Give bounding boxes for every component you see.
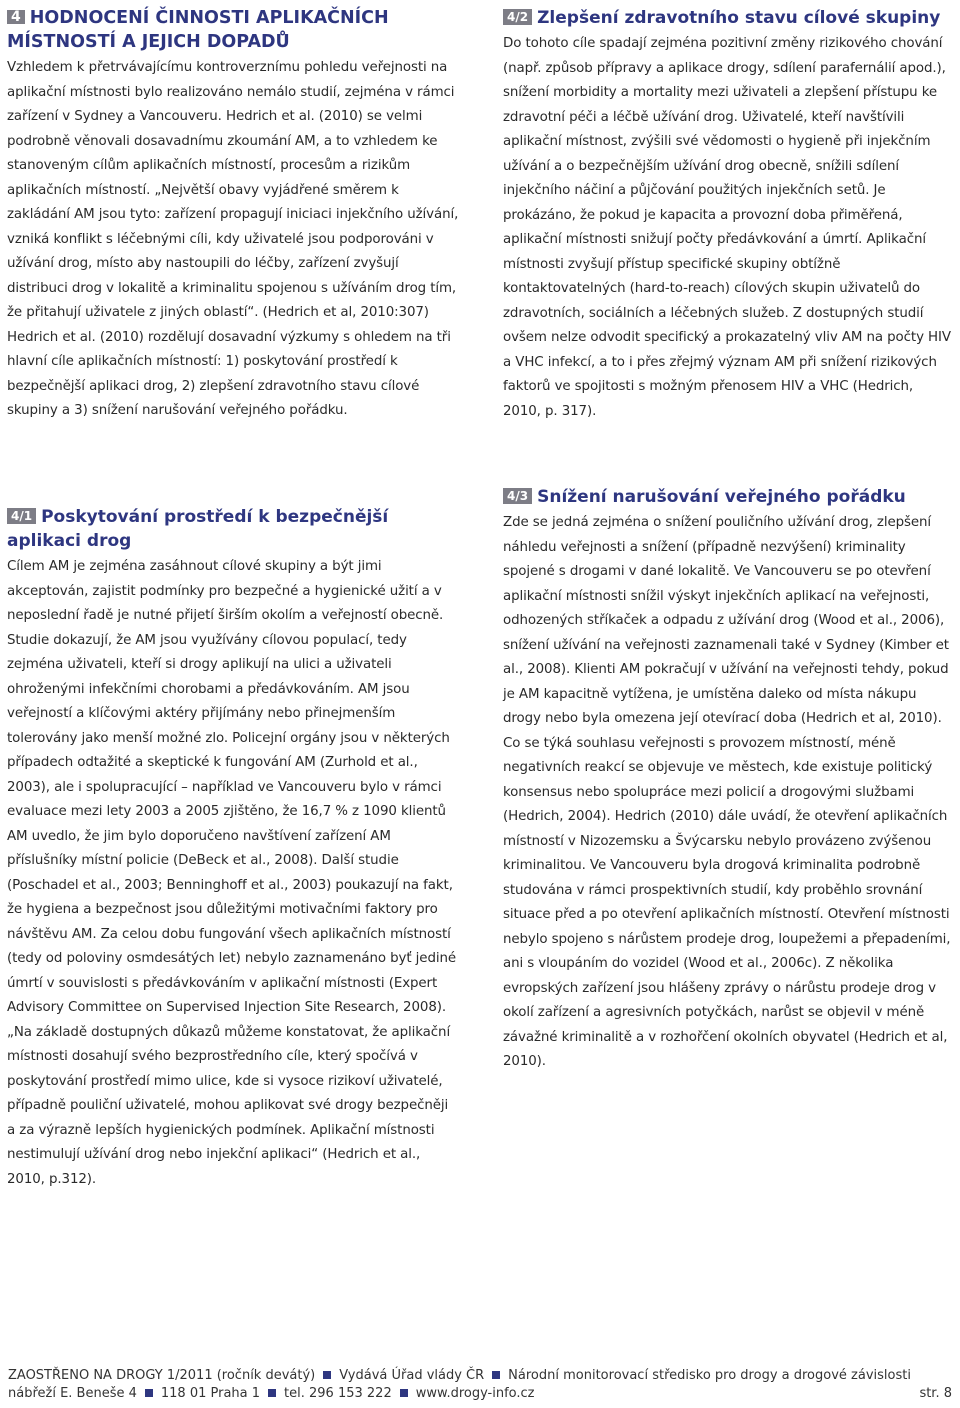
section-4-2 — [503, 6, 955, 424]
section-4-body: Vzhledem k přetrvávajícímu kontroverznímu pohledu veřejnosti na aplikační místnosti bylo realizováno nemálo studií, zejména v rámci zařízení v Sydney a Vancouveru. Hedrich et al. (2010) se velmi podrobně věnovali dosavadnímu zkoumání AM, a to vzhledem ke stanoveným cílům aplikačních místností, procesům a rizikům aplikačních místností. „Největší obavy vyjádřené směrem k zakládání AM jsou tyto: zařízení propagují iniciaci injekčního užívání, vzniká konflikt s léčebnými cíli, kdy uživatelé jsou podporováni v užívání drog, místo aby nastoupili do léčby, zařízení zvyšují distribuci drog v lokalitě a kriminalitu spojenou s užíváním drog tím, že přitahují uživatele z jiných oblastí“. (Hedrich et al, 2010:307) — [7, 60, 459, 320]
section-4-3-title — [503, 485, 955, 509]
section-4-2-title — [503, 6, 955, 30]
section-4-title — [7, 6, 459, 54]
section-4-title-line1: HODNOCENÍ ČINNOSTI APLIKAČNÍCH — [29, 8, 389, 28]
square-bullet-icon — [492, 1371, 500, 1379]
footer-institution: Národní monitorovací středisko pro drogy a drogové závislosti — [508, 1368, 911, 1383]
section-4-3-number: 4/3 — [503, 488, 532, 504]
footer-publication: ZAOSTŘENO NA DROGY 1/2011 (ročník devátý) — [8, 1368, 316, 1383]
square-bullet-icon — [323, 1371, 331, 1379]
section-4-body2: Hedrich et al. (2010) rozdělují dosavadní výzkumy s ohledem na tři hlavní cíle aplikačních místností: 1) poskytování prostředí k bezpečnější aplikaci drog, 2) zlepšení zdravotního stavu cílové skupiny a 3) snížení narušování veřejného pořádku. — [7, 329, 451, 418]
section-4-3-body: Zde se jedná zejména o snížení pouličního užívání drog, zlepšení náhledu veřejnosti a snížení (případně nezvýšení) kriminality spojené s drogami v dané lokalitě. Ve Vancouveru se po otevření aplikační místnosti snížil výskyt injekčních aplikací na veřejnosti, odhozených stříkaček a odpadu z užívání drog (Wood et al., 2006), snížení užívání na veřejnosti zaznamenali také v Sydney (Kimber et al., 2008). Klienti AM pokračují v užívání na veřejnosti tehdy, pokud je AM kapacitně vytížena, je umístěna daleko od místa nákupu drogy nebo byla omezena její otevírací doba (Hedrich et al, 2010). Co se týká souhlasu veřejnosti s provozem místností, méně negativních reakcí se objevuje ve městech, kde existuje politický konsensus nebo spolupráce mezi policií a drogovými službami (Hedrich, 2004). Hedrich (2010) dále uvádí, že otevření aplikačních místností v Nizozemsku a Švýcarsku nebylo provázeno zvýšenou kriminalitou. Ve Vancouveru byla drogová kriminalita podrobně studována v rámci prospektivních studií, kdy proběhlo srovnání situace před a po otevření aplikačních místností. Otevření místnosti nebylo spojeno s nárůstem prodeje drog, loupežemi a přepadeními, ani s vloupáním do vozidel (Wood et al., 2006c). Z několika evropských zařízení jsou hlášeny zprávy o nárůstu prodeje drog v okolí zařízení a agresivních potyčkách, narůst se objevil v méně závažné kriminalitě a v rozhořčení okolních obyvatel (Hedrich et al, 2010). — [503, 515, 951, 1069]
section-4-2-body: Do tohoto cíle spadají zejména pozitivní změny rizikového chování (např. způsob přípravy a aplikace drogy, sdílení parafernálií apod.), snížení morbidity a mortality mezi uživateli a zlepšení přístupu ke zdravotní péči a léčbě užívání drog. Uživatelé, kteří navštívili aplikační místnost, zvýšili své vědomosti o hygieně při injekčním užívání a o bezpečnějším užívání drog obecně, snížili sdílení injekčního náčiní a půjčování použitých injekčních setů. Je prokázáno, že pokud je kapacita a provozní doba přiměřená, aplikační místnosti snižují počty předávkování a úmrtí. Aplikační místnosti zvyšují přístup specifické skupiny obtížně kontaktovatelných (hard-to-reach) cílových skupin uživatelů do zdravotních, sociálních a léčebných služeb. Z dostupných studií ovšem nelze odvodit specifický a prokazatelný vliv AM na počty HIV a VHC infekcí, a to i přes zřejmý význam AM při snížení rizikových faktorů ve spojitosti s možným přenosem HIV a VHC (Hedrich, 2010, p. 317). — [503, 36, 951, 419]
footer-website-link[interactable]: www.drogy-info.cz — [415, 1386, 535, 1401]
section-4-number: 4 — [7, 10, 25, 24]
square-bullet-icon — [400, 1389, 408, 1397]
section-4-3-title-text: Snížení narušování veřejného pořádku — [537, 487, 906, 507]
footer-address: nábřeží E. Beneše 4 — [8, 1386, 137, 1401]
footer-city: 118 01 Praha 1 — [160, 1386, 261, 1401]
footer-line-1 — [8, 1367, 952, 1385]
page-footer — [8, 1367, 952, 1403]
section-4-1-number: 4/1 — [7, 508, 36, 524]
section-4-1-title-text: Poskytování prostředí k bezpečnější aplikaci drog — [7, 507, 389, 551]
section-4-1-body: Cílem AM je zejména zasáhnout cílové skupiny a být jimi akceptován, zajistit podmínky pro bezpečné a hygienické užití a v neposlední řadě je nutné přijetí širším okolím a veřejností obecně. Studie dokazují, že AM jsou využívány cílovou populací, tedy zejména uživateli, kteří si drogy aplikují na ulici a uživateli ohroženými infekčními chorobami a předávkováním. AM jsou veřejností a klíčovými aktéry přijímány nebo přinejmenším tolerovány jako menší možné zlo. Policejní orgány jsou v některých případech odtažité a skeptické k fungování AM (Zurhold et al., 2003), ale i spolupracující – například ve Vancouveru bylo v rámci evaluace mezi lety 2003 a 2005 zjištěno, že 16,7 % z 1090 klientů AM uvedlo, že jim bylo doporučeno navštívení zařízení AM příslušníky místní policie (DeBeck et al., 2008). Další studie (Poschadel et al., 2003; Benninghoff et al., 2003) poukazují na fakt, že hygiena a bezpečnost jsou důležitými motivačními faktory pro návštěvu AM. Za celou dobu fungování všech aplikačních místností (tedy od poloviny osmdesátých let) nebylo zaznamenáno byť jediné úmrtí v souvislosti s předávkováním v aplikační místnosti (Expert Advisory Committee on Supervised Injection Site Research, 2008). „Na základě dostupných důkazů můžeme konstatovat, že aplikační místnosti dosahují svého bezprostředního cíle, který spočívá v poskytování prostředí mimo ulice, kde si vysoce rizikoví uživatelé, případně pouliční uživatelé, mohou aplikovat své drogy bezpečněji a za výrazně lepších hygienických podmínek. Aplikační místnosti nestimulují užívání drog nebo injekční aplikaci“ (Hedrich et al., 2010, p.312). — [7, 559, 456, 1187]
footer-publisher: Vydává Úřad vlády ČR — [339, 1368, 485, 1383]
section-4-title-line2: MÍSTNOSTÍ A JEJICH DOPADŮ — [7, 32, 290, 52]
left-column — [7, 6, 459, 424]
square-bullet-icon — [145, 1389, 153, 1397]
page-number: str. 8 — [919, 1386, 952, 1401]
section-4-1-title — [7, 505, 459, 553]
section-4-3 — [503, 485, 955, 1075]
footer-line-2 — [8, 1385, 952, 1403]
footer-phone: tel. 296 153 222 — [284, 1386, 392, 1401]
section-4-2-title-text: Zlepšení zdravotního stavu cílové skupiny — [537, 8, 941, 28]
section-4-2-number: 4/2 — [503, 9, 532, 25]
section-4-1 — [7, 505, 459, 1192]
square-bullet-icon — [268, 1389, 276, 1397]
